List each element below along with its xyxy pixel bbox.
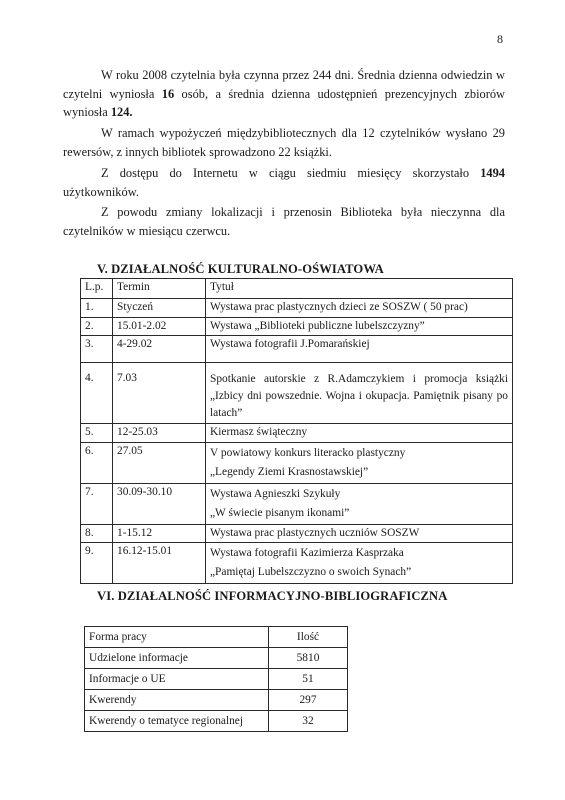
paragraph-reading-room xyxy=(63,66,505,122)
p1-bold-visits: 16 xyxy=(161,86,175,101)
cell-tytul-line2: „Pamiętaj Lubelszczyzno o swoich Synach” xyxy=(210,566,412,578)
cell-tytul-line1: Wystawa fotografii Kazimierza Kasprzaka xyxy=(210,547,404,559)
cell-lp: 4. xyxy=(81,363,113,424)
cell-tytul xyxy=(206,442,513,483)
cell-tytul xyxy=(206,543,513,584)
p1-text-a: W roku 2008 czytelnia była czynna przez 244 dni. Średnia dzienna odwiedzin w czytelni wyniosła xyxy=(63,68,505,101)
cell-ilosc: 297 xyxy=(269,690,348,711)
paragraph-internet xyxy=(63,164,505,201)
col-header-lp: L.p. xyxy=(81,279,113,299)
events-table xyxy=(80,278,513,584)
cell-termin: Styczeń xyxy=(113,299,206,318)
cell-lp: 8. xyxy=(81,524,113,543)
cell-termin: 27.05 xyxy=(113,442,206,483)
table-row xyxy=(81,543,513,584)
table-row xyxy=(81,524,513,543)
section-heading-cultural: V. DZIAŁALNOŚĆ KULTURALNO-OŚWIATOWA xyxy=(97,262,384,276)
cell-lp: 6. xyxy=(81,442,113,483)
cell-termin: 7.03 xyxy=(113,363,206,424)
cell-tytul xyxy=(206,483,513,524)
table-row xyxy=(81,363,513,424)
table-row xyxy=(85,711,348,732)
section-heading-information: VI. DZIAŁALNOŚĆ INFORMACYJNO-BIBLIOGRAFICZNA xyxy=(97,589,448,603)
p2-text: W ramach wypożyczeń międzybibliotecznych dla 12 czytelników wysłano 29 rewersów, z innych bibliotek sprowadzono 22 książki. xyxy=(63,126,505,159)
cell-termin: 4-29.02 xyxy=(113,336,206,363)
table-row xyxy=(81,317,513,336)
stats-header-row xyxy=(85,627,348,648)
table-row xyxy=(81,424,513,443)
cell-tytul: Wystawa fotografii J.Pomarańskiej xyxy=(206,336,513,363)
cell-tytul-line1: V powiatowy konkurs literacko plastyczny xyxy=(210,446,406,459)
paragraph-closure xyxy=(63,203,505,240)
cell-lp: 2. xyxy=(81,317,113,336)
cell-tytul-line1: Wystawa Agnieszki Szykuły xyxy=(210,487,341,500)
table-row xyxy=(85,648,348,669)
p3-text-a: Z dostępu do Internetu w ciągu siedmiu miesięcy skorzystało xyxy=(101,166,481,180)
events-header-row xyxy=(81,279,513,299)
paragraph-interlibrary xyxy=(63,124,505,161)
cell-lp: 1. xyxy=(81,299,113,318)
cell-tytul-line2: „W świecie pisanym ikonami” xyxy=(210,506,350,519)
table-row xyxy=(81,442,513,483)
table-row xyxy=(81,483,513,524)
p3-text-b: użytkowników. xyxy=(63,184,139,199)
cell-tytul-line2: „Legendy Ziemi Krasnostawskiej” xyxy=(210,465,369,478)
col-header-tytul: Tytuł xyxy=(206,279,513,299)
page-number: 8 xyxy=(497,32,503,46)
cell-ilosc: 51 xyxy=(269,669,348,690)
col-header-termin: Termin xyxy=(113,279,206,299)
cell-tytul: Wystawa prac plastycznych uczniów SOSZW xyxy=(206,524,513,543)
cell-forma: Kwerendy o tematyce regionalnej xyxy=(85,711,269,732)
cell-termin: 16.12-15.01 xyxy=(113,543,206,584)
table-row xyxy=(81,336,513,363)
cell-lp: 3. xyxy=(81,336,113,363)
cell-termin: 12-25.03 xyxy=(113,424,206,443)
p1-bold-loans: 124. xyxy=(110,105,133,119)
cell-forma: Informacje o UE xyxy=(85,669,269,690)
col-header-ilosc: Ilość xyxy=(269,627,348,648)
information-stats-table xyxy=(84,626,348,732)
cell-forma: Udzielone informacje xyxy=(85,648,269,669)
cell-lp: 5. xyxy=(81,424,113,443)
cell-tytul: Spotkanie autorskie z R.Adamczykiem i promocja książki „Izbicy dni powszednie. Wojna i okupacja. Pamiętnik pisany po latach” xyxy=(206,363,513,424)
table-row xyxy=(85,669,348,690)
cell-tytul: Wystawa prac plastycznych dzieci ze SOSZW ( 50 prac) xyxy=(206,299,513,318)
col-header-forma: Forma pracy xyxy=(85,627,269,648)
cell-ilosc: 5810 xyxy=(269,648,348,669)
p4-text: Z powodu zmiany lokalizacji i przenosin Biblioteka była nieczynna dla czytelników w miesiącu czerwcu. xyxy=(63,205,505,238)
cell-tytul: Kiermasz świąteczny xyxy=(206,424,513,443)
p3-bold-users: 1494 xyxy=(480,166,505,180)
cell-termin: 1-15.12 xyxy=(113,524,206,543)
table-row xyxy=(85,690,348,711)
cell-termin: 30.09-30.10 xyxy=(113,483,206,524)
cell-forma: Kwerendy xyxy=(85,690,269,711)
cell-lp: 9. xyxy=(81,543,113,584)
cell-lp: 7. xyxy=(81,483,113,524)
cell-tytul: Wystawa „Biblioteki publiczne lubelszczyzny” xyxy=(206,317,513,336)
cell-ilosc: 32 xyxy=(269,711,348,732)
table-row xyxy=(81,299,513,318)
cell-termin: 15.01-2.02 xyxy=(113,317,206,336)
p1-text-b: osób, a średnia dzienna udostępnień prezencyjnych zbiorów wyniosła xyxy=(63,86,505,119)
